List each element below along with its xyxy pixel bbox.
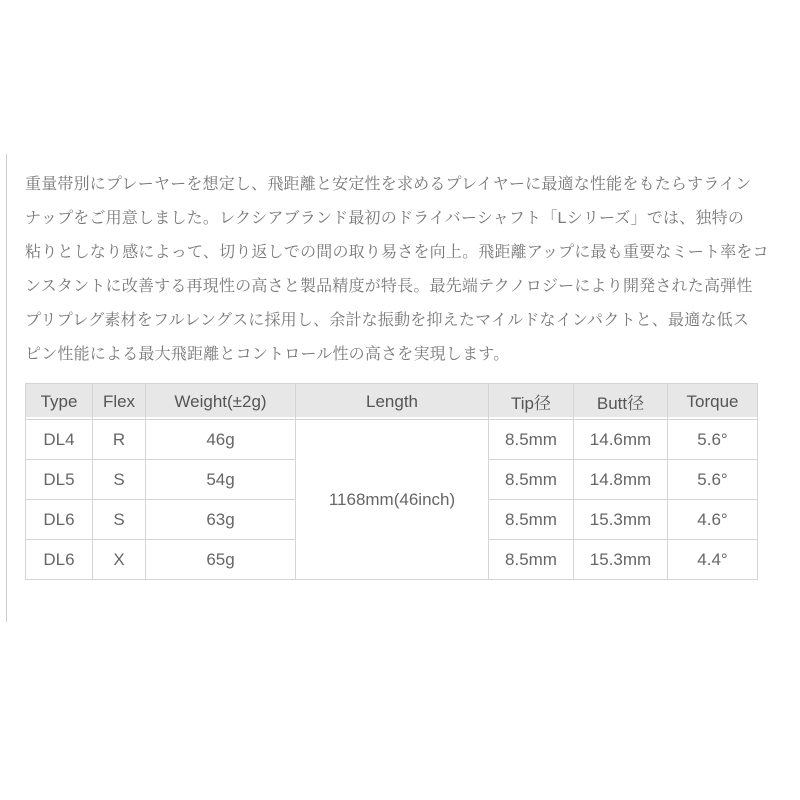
product-description-section: [6, 154, 780, 622]
cell-torque: 4.4°: [668, 540, 758, 580]
cell-weight: 46g: [146, 420, 296, 460]
spec-table-header-row: [26, 384, 758, 420]
cell-flex: S: [93, 500, 146, 540]
cell-weight: 54g: [146, 460, 296, 500]
cell-torque: 4.6°: [668, 500, 758, 540]
description-line: プリプレグ素材をフルレングスに採用し、余計な振動を抑えたマイルドなインパクトと、最適な低ス: [25, 312, 750, 329]
cell-tip-diameter: 8.5mm: [489, 500, 574, 540]
cell-torque: 5.6°: [668, 460, 758, 500]
description-line: 粘りとしなり感によって、切り返しでの間の取り易さを向上。飛距離アップに最も重要なミート率をコ: [25, 244, 769, 261]
cell-flex: R: [93, 420, 146, 460]
cell-type: DL6: [26, 540, 93, 580]
description-line: ナップをご用意しました。レクシアブランド最初のドライバーシャフト「Lシリーズ」では、独特の: [25, 210, 745, 227]
header-type: Type: [26, 384, 93, 420]
cell-butt-diameter: 14.6mm: [574, 420, 668, 460]
header-tip-diameter: Tip径: [489, 384, 574, 420]
cell-butt-diameter: 14.8mm: [574, 460, 668, 500]
cell-type: DL4: [26, 420, 93, 460]
cell-tip-diameter: 8.5mm: [489, 540, 574, 580]
cell-butt-diameter: 15.3mm: [574, 540, 668, 580]
cell-flex: S: [93, 460, 146, 500]
header-torque: Torque: [668, 384, 758, 420]
header-butt-diameter: Butt径: [574, 384, 668, 420]
header-weight: Weight(±2g): [146, 384, 296, 420]
spec-table: [25, 383, 758, 580]
description-line: 重量帯別にプレーヤーを想定し、飛距離と安定性を求めるプレイヤーに最適な性能をもたらすライン: [25, 176, 752, 193]
cell-length-shared: 1168mm(46inch): [296, 420, 489, 580]
header-length: Length: [296, 384, 489, 420]
cell-butt-diameter: 15.3mm: [574, 500, 668, 540]
cell-tip-diameter: 8.5mm: [489, 420, 574, 460]
cell-weight: 65g: [146, 540, 296, 580]
table-row: [26, 420, 758, 460]
cell-flex: X: [93, 540, 146, 580]
cell-tip-diameter: 8.5mm: [489, 460, 574, 500]
description-line: ンスタントに改善する再現性の高さと製品精度が特長。最先端テクノロジーにより開発された高弾性: [25, 278, 753, 295]
header-flex: Flex: [93, 384, 146, 420]
cell-torque: 5.6°: [668, 420, 758, 460]
cell-weight: 63g: [146, 500, 296, 540]
description-line: ピン性能による最大飛距離とコントロール性の高さを実現します。: [25, 346, 510, 363]
cell-type: DL5: [26, 460, 93, 500]
product-description: [25, 168, 780, 372]
cell-type: DL6: [26, 500, 93, 540]
